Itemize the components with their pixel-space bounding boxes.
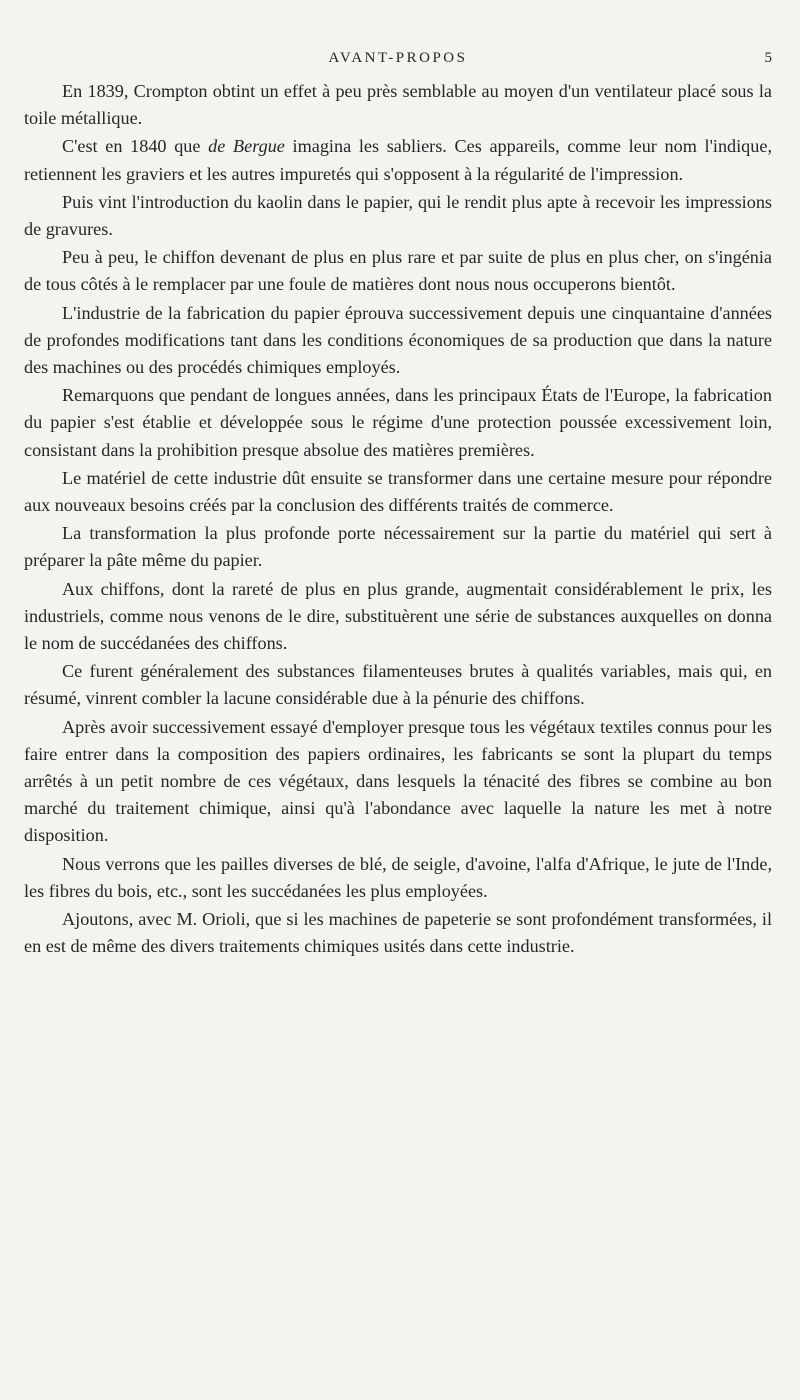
paragraph-5: L'industrie de la fabrication du papier éprouva successivement depuis une cinquantaine d'années de profondes modifications tant dans les conditions économiques de sa production que dans la nature des machines ou des procédés chimiques employés. [24,302,772,378]
paragraph-4: Peu à peu, le chiffon devenant de plus en plus rare et par suite de plus en plus cher, on s'ingénia de tous côtés à le remplacer par une foule de matières dont nous nous occuperons bientôt. [24,247,772,295]
paragraph-3: Puis vint l'introduction du kaolin dans le papier, qui le rendit plus apte à recevoir les impressions de gravures. [24,191,772,240]
paragraph-1: En 1839, Crompton obtint un effet à peu près semblable au moyen d'un ventilateur placé sous la toile métallique. [24,81,772,129]
paragraph-6: Remarquons que pendant de longues années, dans les principaux États de l'Europe, la fabrication du papier s'est établie et développée sous le régime d'une protection poussée excessivement loin, consistant dans la prohibition presque absolue des matières premières. [24,385,772,460]
paragraph-12: Nous verrons que les pailles diverses de blé, de seigle, d'avoine, l'alfa d'Afrique, le jute de l'Inde, les fibres du bois, etc., sont les succédanées les plus employées. [24,853,772,901]
paragraph-10: Ce furent généralement des substances filamenteuses brutes à qualités variables, mais qui, en résumé, vinrent combler la lacune considérable due à la pénurie des chiffons. [24,661,772,709]
page-number: 5 [764,50,772,66]
inventor-name: de Bergue [208,136,285,157]
page-header [24,50,772,74]
paragraph-13: Ajoutons, avec M. Orioli, que si les machines de papeterie se sont profondément transformées, il en est de même des divers traitements chimiques usités dans cette industrie. [24,909,772,957]
paragraph-2 [24,133,772,187]
paragraph-11: Après avoir successivement essayé d'employer presque tous les végétaux textiles connus pour les faire entrer dans la composition des papiers ordinaires, les fabricants se sont la plupart du temps arrêtés à un petit nombre de ces végétaux, dans lesquels la ténacité des fibres se combine au bon marché du traitement chimique, ainsi qu'à l'abondance avec laquelle la nature les met à notre disposition. [24,716,772,846]
paragraph-2-end: imagina les sabliers. Ces appareils, comme leur nom l'indique, retiennent les graviers et les autres impuretés qui s'opposent à la régularité de l'impression. [24,136,772,184]
running-title: AVANT-PROPOS [328,50,468,66]
paragraph-9: Aux chiffons, dont la rareté de plus en plus grande, augmentait considérablement le prix, les industriels, comme nous venons de le dire, substituèrent une série de substances auxquelles on donna le nom de succédanées des chiffons. [24,578,772,654]
body-text [24,78,772,961]
paragraph-8: La transformation la plus profonde porte nécessairement sur la partie du matériel qui sert à préparer la pâte même du papier. [24,523,772,571]
paragraph-2-start: C'est en 1840 que [62,136,209,157]
paragraph-7: Le matériel de cette industrie dût ensuite se transformer dans une certaine mesure pour répondre aux nouveaux besoins créés par la conclusion des différents traités de commerce. [24,467,772,516]
